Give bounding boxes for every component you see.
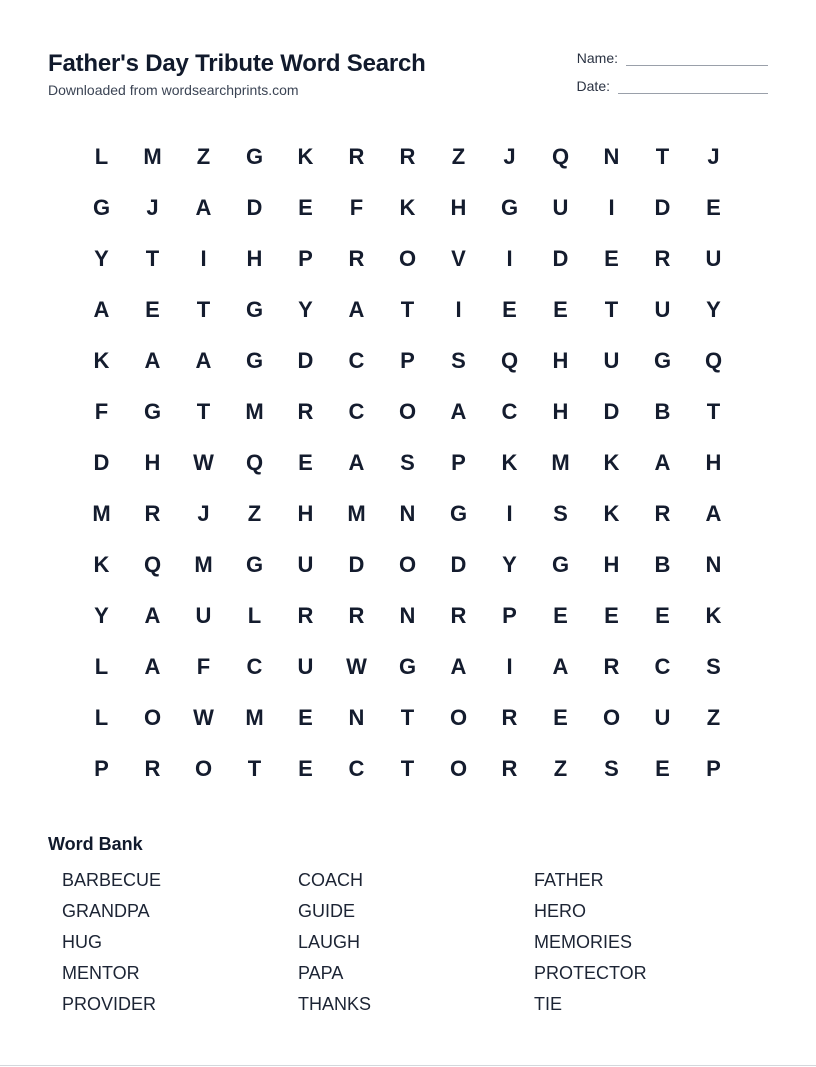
grid-letter[interactable]: P xyxy=(706,755,721,781)
grid-letter[interactable]: N xyxy=(705,551,722,577)
grid-letter[interactable]: I xyxy=(506,653,513,679)
grid-letter[interactable]: P xyxy=(502,602,517,628)
grid-letter[interactable]: I xyxy=(506,245,513,271)
grid-letter[interactable]: S xyxy=(400,449,415,475)
grid-letter[interactable]: U xyxy=(705,245,722,271)
grid-letter[interactable]: T xyxy=(145,245,160,271)
grid-letter[interactable]: E xyxy=(553,704,568,730)
grid-letter[interactable]: U xyxy=(603,347,620,373)
grid-letter[interactable]: A xyxy=(144,653,161,679)
grid-letter[interactable]: W xyxy=(346,653,367,679)
grid-letter[interactable]: I xyxy=(608,194,615,220)
grid-letter[interactable]: A xyxy=(144,602,161,628)
grid-letter[interactable]: H xyxy=(705,449,722,475)
grid-letter[interactable]: A xyxy=(552,653,569,679)
grid-letter[interactable]: L xyxy=(94,143,109,169)
word-bank-item: THANKS xyxy=(298,994,372,1014)
grid-letter[interactable]: A xyxy=(348,449,365,475)
grid-letter[interactable]: U xyxy=(297,551,314,577)
grid-letter[interactable]: U xyxy=(654,704,671,730)
grid-letter[interactable]: M xyxy=(347,500,366,526)
name-field[interactable] xyxy=(577,50,768,66)
grid-letter[interactable]: G xyxy=(449,500,468,526)
grid-letter[interactable]: O xyxy=(398,245,417,271)
word-bank-item: HUG xyxy=(62,932,102,952)
grid-letter[interactable]: D xyxy=(297,347,314,373)
grid-letter[interactable]: E xyxy=(553,296,568,322)
date-blank-line[interactable] xyxy=(618,81,768,94)
grid-letter[interactable]: M xyxy=(245,398,264,424)
letter-grid xyxy=(76,131,739,794)
grid-letter[interactable]: H xyxy=(450,194,467,220)
grid-letter[interactable]: E xyxy=(604,245,619,271)
grid-letter[interactable]: Q xyxy=(245,449,264,475)
grid-letter[interactable]: E xyxy=(553,602,568,628)
grid-letter[interactable]: A xyxy=(144,347,161,373)
grid-letter[interactable]: Z xyxy=(196,143,211,169)
grid-letter[interactable]: K xyxy=(297,143,314,169)
grid-letter[interactable]: D xyxy=(348,551,365,577)
grid-letter[interactable]: T xyxy=(604,296,619,322)
grid-letter[interactable]: C xyxy=(501,398,518,424)
grid-letter[interactable]: K xyxy=(93,551,110,577)
grid-letter[interactable]: C xyxy=(348,398,365,424)
grid-letter[interactable]: L xyxy=(94,653,109,679)
word-bank xyxy=(62,869,770,1024)
grid-letter[interactable]: E xyxy=(655,755,670,781)
grid-letter[interactable]: B xyxy=(654,551,671,577)
grid-letter[interactable]: K xyxy=(603,500,620,526)
grid-letter[interactable]: U xyxy=(195,602,212,628)
grid-letter[interactable]: A xyxy=(348,296,365,322)
grid-letter[interactable]: H xyxy=(144,449,161,475)
grid-letter[interactable]: N xyxy=(399,500,416,526)
grid-letter[interactable]: R xyxy=(348,143,365,169)
grid-letter[interactable]: T xyxy=(400,755,415,781)
grid-letter[interactable]: F xyxy=(94,398,109,424)
grid-letter[interactable]: D xyxy=(246,194,263,220)
grid-letter[interactable]: G xyxy=(245,551,264,577)
grid-letter[interactable]: A xyxy=(93,296,110,322)
grid-letter[interactable]: E xyxy=(298,704,313,730)
grid-letter[interactable]: R xyxy=(144,755,161,781)
grid-letter[interactable]: M xyxy=(143,143,162,169)
grid-letter[interactable]: E xyxy=(604,602,619,628)
grid-letter[interactable]: C xyxy=(654,653,671,679)
grid-letter[interactable]: O xyxy=(398,398,417,424)
grid-letter[interactable]: R xyxy=(450,602,467,628)
grid-letter[interactable]: G xyxy=(551,551,570,577)
grid-letter[interactable]: R xyxy=(144,500,161,526)
grid-letter[interactable]: A xyxy=(195,194,212,220)
grid-letter[interactable]: W xyxy=(193,449,214,475)
grid-letter[interactable]: O xyxy=(194,755,213,781)
grid-letter[interactable]: I xyxy=(200,245,207,271)
name-label: Name: xyxy=(576,50,618,66)
grid-letter[interactable]: B xyxy=(654,398,671,424)
grid-letter[interactable]: R xyxy=(348,602,365,628)
grid-letter[interactable]: J xyxy=(197,500,210,526)
grid-letter[interactable]: Q xyxy=(704,347,723,373)
grid-letter[interactable]: M xyxy=(194,551,213,577)
grid-letter[interactable]: L xyxy=(94,704,109,730)
grid-letter[interactable]: R xyxy=(297,602,314,628)
grid-letter[interactable]: T xyxy=(400,296,415,322)
grid-letter[interactable]: J xyxy=(707,143,720,169)
grid-letter[interactable]: A xyxy=(654,449,671,475)
grid-letter[interactable]: D xyxy=(603,398,620,424)
grid-letter[interactable]: R xyxy=(501,755,518,781)
grid-letter[interactable]: Z xyxy=(553,755,568,781)
grid-letter[interactable]: R xyxy=(654,245,671,271)
grid-letter[interactable]: Y xyxy=(298,296,313,322)
word-bank-title: Word Bank xyxy=(48,834,143,854)
grid-letter[interactable]: A xyxy=(450,398,467,424)
grid-letter[interactable]: D xyxy=(93,449,110,475)
grid-letter[interactable]: G xyxy=(92,194,111,220)
grid-letter[interactable]: G xyxy=(245,143,264,169)
grid-letter[interactable]: T xyxy=(196,296,211,322)
grid-letter[interactable]: G xyxy=(500,194,519,220)
grid-letter[interactable]: O xyxy=(449,755,468,781)
grid-letter[interactable]: S xyxy=(706,653,721,679)
grid-letter[interactable]: Y xyxy=(94,602,109,628)
grid-letter[interactable]: A xyxy=(195,347,212,373)
date-field[interactable] xyxy=(577,78,768,94)
grid-letter[interactable]: N xyxy=(603,143,620,169)
grid-letter[interactable]: Y xyxy=(94,245,109,271)
grid-letter[interactable]: O xyxy=(449,704,468,730)
word-bank-item: COACH xyxy=(298,870,364,890)
grid-letter[interactable]: E xyxy=(655,602,670,628)
grid-letter[interactable]: D xyxy=(552,245,569,271)
grid-letter[interactable]: A xyxy=(450,653,467,679)
grid-letter[interactable]: E xyxy=(298,449,313,475)
grid-letter[interactable]: M xyxy=(245,704,264,730)
grid-letter[interactable]: Y xyxy=(706,296,721,322)
grid-letter[interactable]: H xyxy=(552,347,569,373)
grid-letter[interactable]: E xyxy=(145,296,160,322)
grid-letter[interactable]: G xyxy=(143,398,162,424)
grid-letter[interactable]: E xyxy=(298,194,313,220)
grid-letter[interactable]: G xyxy=(245,296,264,322)
grid-letter[interactable]: P xyxy=(94,755,109,781)
grid-letter[interactable]: G xyxy=(398,653,417,679)
grid-letter[interactable]: D xyxy=(654,194,671,220)
word-bank-item: GUIDE xyxy=(298,901,356,921)
grid-letter[interactable]: K xyxy=(705,602,722,628)
grid-letter[interactable]: A xyxy=(705,500,722,526)
grid-letter[interactable]: R xyxy=(603,653,620,679)
page-title: Father's Day Tribute Word Search xyxy=(48,50,426,77)
grid-letter[interactable]: F xyxy=(349,194,364,220)
worksheet-header xyxy=(48,48,768,104)
word-bank-item: LAUGH xyxy=(298,932,361,952)
grid-letter[interactable]: Z xyxy=(451,143,466,169)
grid-letter[interactable]: D xyxy=(450,551,467,577)
grid-letter[interactable]: J xyxy=(503,143,516,169)
grid-letter[interactable]: E xyxy=(502,296,517,322)
grid-letter[interactable]: G xyxy=(653,347,672,373)
grid-letter[interactable]: Q xyxy=(143,551,162,577)
grid-letter[interactable]: R xyxy=(654,500,671,526)
source-subtitle: Downloaded from wordsearchprints.com xyxy=(48,82,299,98)
grid-letter[interactable]: P xyxy=(400,347,415,373)
grid-letter[interactable]: S xyxy=(553,500,568,526)
grid-letter[interactable]: G xyxy=(245,347,264,373)
grid-letter[interactable]: H xyxy=(603,551,620,577)
grid-letter[interactable]: I xyxy=(506,500,513,526)
grid-letter[interactable]: J xyxy=(146,194,159,220)
grid-letter[interactable]: Z xyxy=(247,500,262,526)
grid-letter[interactable]: O xyxy=(398,551,417,577)
grid-letter[interactable]: T xyxy=(247,755,262,781)
grid-letter[interactable]: E xyxy=(298,755,313,781)
grid-letter[interactable]: S xyxy=(451,347,466,373)
grid-letter[interactable]: C xyxy=(348,347,365,373)
name-blank-line[interactable] xyxy=(626,53,768,66)
grid-letter[interactable]: C xyxy=(246,653,263,679)
grid-letter[interactable]: U xyxy=(552,194,569,220)
grid-letter[interactable]: R xyxy=(348,245,365,271)
word-bank-item: TIE xyxy=(534,994,563,1014)
word-bank-item: MENTOR xyxy=(62,963,140,983)
word-bank-item: PROTECTOR xyxy=(534,963,647,983)
grid-letter[interactable]: T xyxy=(706,398,721,424)
word-bank-item: PROVIDER xyxy=(62,994,157,1014)
word-bank-item: MEMORIES xyxy=(534,932,633,952)
grid-letter[interactable]: Z xyxy=(706,704,721,730)
grid-letter[interactable]: I xyxy=(455,296,462,322)
grid-letter[interactable]: L xyxy=(247,602,262,628)
grid-letter[interactable]: K xyxy=(501,449,518,475)
grid-letter[interactable]: H xyxy=(552,398,569,424)
grid-letter[interactable]: M xyxy=(92,500,111,526)
grid-letter[interactable]: P xyxy=(298,245,313,271)
grid-letter[interactable]: Q xyxy=(500,347,519,373)
grid-letter[interactable]: S xyxy=(604,755,619,781)
grid-letter[interactable]: R xyxy=(399,143,416,169)
grid-letter[interactable]: N xyxy=(399,602,416,628)
grid-letter[interactable]: K xyxy=(603,449,620,475)
grid-letter[interactable]: U xyxy=(654,296,671,322)
grid-letter[interactable]: R xyxy=(297,398,314,424)
grid-letter[interactable]: Y xyxy=(502,551,517,577)
grid-letter[interactable]: K xyxy=(93,347,110,373)
grid-letter[interactable]: H xyxy=(297,500,314,526)
grid-letter[interactable]: O xyxy=(602,704,621,730)
grid-letter[interactable]: U xyxy=(297,653,314,679)
grid-letter[interactable]: Q xyxy=(551,143,570,169)
footer-divider xyxy=(0,1065,816,1066)
grid-letter[interactable]: P xyxy=(451,449,466,475)
grid-letter[interactable]: W xyxy=(193,704,214,730)
word-bank-item: HERO xyxy=(534,901,587,921)
grid-letter[interactable]: C xyxy=(348,755,365,781)
date-label: Date: xyxy=(576,78,610,94)
grid-letter[interactable]: K xyxy=(399,194,416,220)
grid-letter[interactable]: M xyxy=(551,449,570,475)
grid-letter[interactable]: O xyxy=(143,704,162,730)
grid-letter[interactable]: T xyxy=(400,704,415,730)
grid-letter[interactable]: H xyxy=(246,245,263,271)
grid-letter[interactable]: F xyxy=(196,653,211,679)
word-bank-item: PAPA xyxy=(298,963,344,983)
grid-letter[interactable]: N xyxy=(348,704,365,730)
word-bank-item: FATHER xyxy=(534,870,604,890)
word-bank-item: GRANDPA xyxy=(62,901,150,921)
grid-letter[interactable]: T xyxy=(196,398,211,424)
word-bank-item: BARBECUE xyxy=(62,870,162,890)
grid-letter[interactable]: R xyxy=(501,704,518,730)
grid-letter[interactable]: T xyxy=(655,143,670,169)
grid-letter[interactable]: E xyxy=(706,194,721,220)
grid-letter[interactable]: V xyxy=(451,245,466,271)
